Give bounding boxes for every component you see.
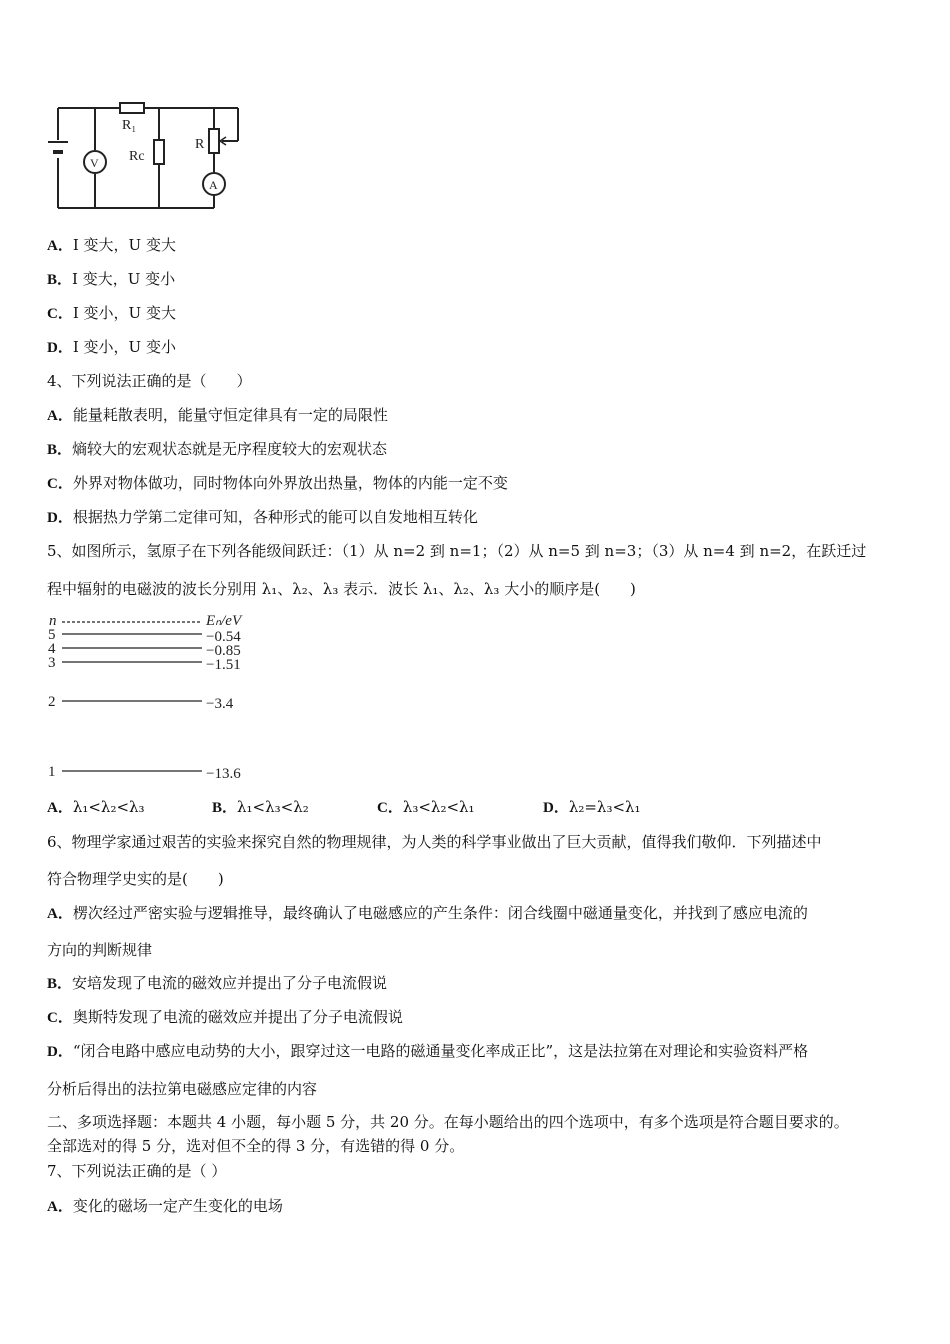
level-2-n: 2 xyxy=(48,694,56,710)
q6-option-a-line1: A．楞次经过严密实验与逻辑推导，最终确认了电磁感应的产生条件：闭合线圈中磁通量变化，并找到了感应电流的 xyxy=(47,904,808,922)
q6-option-b: B．安培发现了电流的磁效应并提出了分子电流假说 xyxy=(47,974,388,992)
level-3-n: 3 xyxy=(48,655,56,671)
voltmeter-label: V xyxy=(90,156,99,170)
level-4-n: 4 xyxy=(48,641,56,657)
q5-option-c: C．λ₃<λ₂<λ₁ xyxy=(377,798,475,816)
level-5-e: −0.54 xyxy=(206,629,241,645)
r1-label: R₁ xyxy=(122,118,137,133)
level-3-e: −1.51 xyxy=(206,657,241,673)
q4-option-b: B．熵较大的宏观状态就是无序程度较大的宏观状态 xyxy=(47,440,388,458)
q3-option-a: A．I 变大，U 变大 xyxy=(47,236,176,254)
q5-stem-line1: 5、如图所示，氢原子在下列各能级间跃迁：（1）从 n=2 到 n=1；（2）从 n=5 到 n=3；（3）从 n=4 到 n=2，在跃迁过 xyxy=(47,542,867,560)
q4-option-a: A．能量耗散表明，能量守恒定律具有一定的局限性 xyxy=(47,406,388,424)
level-5-n: 5 xyxy=(48,627,56,643)
energy-level-diagram xyxy=(44,612,264,784)
r-label: R xyxy=(195,137,205,152)
q6-stem-line1: 6、物理学家通过艰苦的实验来探究自然的物理规律，为人类的科学事业做出了巨大贡献，值得我们敬仰．下列描述中 xyxy=(47,833,822,851)
q7-option-a: A．变化的磁场一定产生变化的电场 xyxy=(47,1197,283,1215)
q5-option-b: B．λ₁<λ₃<λ₂ xyxy=(212,798,309,816)
e-header: Eₙ/eV xyxy=(206,613,242,629)
q4-stem: 4、下列说法正确的是（ ） xyxy=(47,372,252,390)
q6-option-d-line2: 分析后得出的法拉第电磁感应定律的内容 xyxy=(47,1080,318,1098)
q5-option-d: D．λ₂=λ₃<λ₁ xyxy=(543,798,641,816)
q6-stem-line2: 符合物理学史实的是( ) xyxy=(47,870,224,888)
q3-option-b: B．I 变大，U 变小 xyxy=(47,270,176,288)
q7-stem: 7、下列说法正确的是（ ） xyxy=(47,1162,227,1180)
circuit-diagram xyxy=(44,96,254,216)
level-1-e: −13.6 xyxy=(206,766,241,782)
level-1-n: 1 xyxy=(48,764,56,780)
q5-stem-line2: 程中辐射的电磁波的波长分别用 λ₁、λ₂、λ₃ 表示．波长 λ₁、λ₂、λ₃ 大小的顺序是( ) xyxy=(47,580,636,598)
rc-label: Rc xyxy=(129,149,145,164)
q3-option-c: C．I 变小，U 变大 xyxy=(47,304,176,322)
section2-instructions-line2: 全部选对的得 5 分，选对但不全的得 3 分，有选错的得 0 分。 xyxy=(47,1137,465,1155)
ammeter-label: A xyxy=(209,178,218,192)
q3-option-d: D．I 变小，U 变小 xyxy=(47,338,176,356)
q5-option-a: A．λ₁<λ₂<λ₃ xyxy=(47,798,145,816)
level-2-e: −3.4 xyxy=(206,696,234,712)
q6-option-c: C．奥斯特发现了电流的磁效应并提出了分子电流假说 xyxy=(47,1008,403,1026)
level-4-e: −0.85 xyxy=(206,643,241,659)
q6-option-d-line1: D．“闭合电路中感应电动势的大小，跟穿过这一电路的磁通量变化率成正比”，这是法拉第在对理论和实验资料严格 xyxy=(47,1042,809,1060)
q5-options xyxy=(47,797,907,817)
n-header: n xyxy=(49,613,57,629)
q4-option-c: C．外界对物体做功，同时物体向外界放出热量，物体的内能一定不变 xyxy=(47,474,508,492)
q6-option-a-line2: 方向的判断规律 xyxy=(47,941,153,959)
q4-option-d: D．根据热力学第二定律可知，各种形式的能可以自发地相互转化 xyxy=(47,508,478,526)
section2-instructions-line1: 二、多项选择题：本题共 4 小题，每小题 5 分，共 20 分。在每小题给出的四个选项中，有多个选项是符合题目要求的。 xyxy=(47,1113,849,1131)
